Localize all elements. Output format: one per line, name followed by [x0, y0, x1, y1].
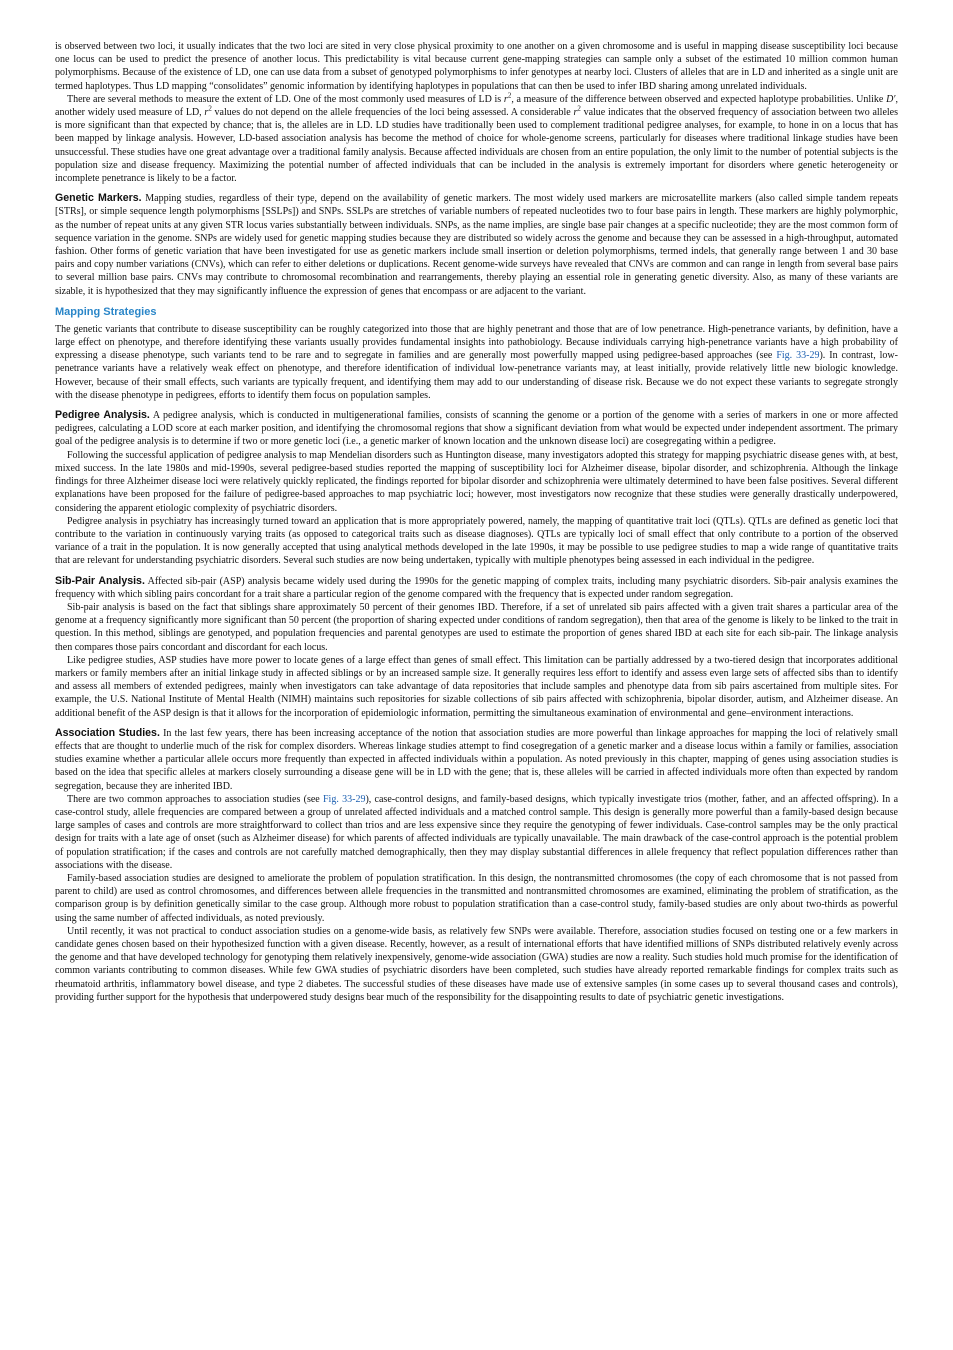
- run-in-heading-pedigree: Pedigree Analysis.: [55, 409, 150, 422]
- superscript-2: 2: [208, 104, 212, 113]
- paragraph-ld-measures: [55, 93, 898, 185]
- text-fragment: , a measure of the difference between observed and expected haplotype probabilities. Unlike: [511, 93, 887, 105]
- r-symbol: r: [503, 93, 508, 105]
- r-symbol: r: [204, 107, 209, 119]
- text-fragment: A pedigree analysis, which is conducted in multigenerational families, consists of scanning the genome or a portion of the genome with a series of markers in one or more affected pedigrees, calculating a LOD score at each marker position, and identifying the chromosomal regions that show a significant deviation from what would be expected under independent assortment. The primary goal of the pedigree analysis is to determine if two or more genetic loci (i.e., a genetic marker of known location and the unknown disease loci) are cosegregating within a pedigree.: [55, 410, 898, 448]
- text-fragment: , another widely used measure of LD,: [55, 93, 898, 119]
- run-in-heading-association: Association Studies.: [55, 726, 160, 739]
- figure-link[interactable]: Fig. 33-29: [323, 793, 366, 805]
- paragraph-association-2: [55, 793, 898, 872]
- text-fragment: values do not depend on the allele frequencies of the loci being assessed. A considerable: [211, 107, 574, 119]
- paragraph-pedigree-1: [55, 409, 898, 449]
- superscript-2: 2: [577, 104, 581, 113]
- text-fragment: ). In contrast, low-penetrance variants have a relatively weak effect on phenotype, and therefore identification of individual low-penetrance variants may, at least initially, provide relatively little new biologic knowledge. However, because of their small effects, such variants are typically frequent, and identifying them may add to our understanding of disease risk. Because we do not expect these variants to segregate strongly with the disease phenotype in pedigrees, efforts to identify them focus on population samples.: [55, 350, 898, 401]
- paragraph-association-4: Until recently, it was not practical to conduct association studies on a genome-wide basis, as relatively few SNPs were available. Therefore, association studies focused on testing one or a few markers in candidate genes chosen based on their hypothesized function with a given disease. Recently, however, as a result of international efforts that have identified millions of SNPs distributed relatively evenly across the genome and that have developed technology for genotyping them relatively inexpensively, genome-wide association (GWA) studies are now a reality. Such studies hold much promise for the identification of common variants contributing to common diseases. While few GWA studies of psychiatric disorders have been completed, such studies have already reported remarkable findings for complex traits such as rheumatoid arthritis, inflammatory bowel disease, and type 2 diabetes. The successful studies of these diseases have made use of extensive samples (in some cases up to several thousand cases and controls), providing further support for the hypothesis that underpowered study designs bear much of the responsibility for the disappointing results to date of psychiatric genetic investigations.: [55, 925, 898, 1003]
- paragraph-sibpair-2: Sib-pair analysis is based on the fact that siblings share approximately 50 percent of their genomes IBD. Therefore, if a set of unrelated sib pairs affected with a given trait shares a particular area of the genome at a frequency significantly more significant than 50 percent (the proportion of sharing expected under conditions of random segregation), then that area of the genome is likely to be linked to the trait in question. In this method, siblings are genotyped, and population frequencies and parental genotypes are used to estimate the proportion of genes shared IBD at each site for each sib-pair. The linkage analysis then compares those pairs concordant and discordant for each locus.: [55, 601, 898, 653]
- section-heading-mapping-strategies: Mapping Strategies: [55, 305, 157, 318]
- text-fragment: In the last few years, there has been increasing acceptance of the notion that association studies are more powerful than linkage approaches for mapping the loci of relatively small effects that are thought to underlie much of the risk for complex disorders. Whereas linkage studies attempt to find cosegregation of a genetic marker and a disease locus within a family or families, association studies examine whether a particular allele occurs more frequently than expected in affected individuals within a population. As noted previously in this chapter, mapping of genes using association studies is based on the idea that specific alleles at markers closely surrounding a disease gene will be in LD with the gene; that is, these alleles will be carried in affected individuals more often than expected by random segregation, because they are inherited IBD.: [55, 727, 898, 792]
- text-fragment: There are two common approaches to association studies (see: [67, 793, 323, 805]
- text-fragment: Affected sib-pair (ASP) analysis became widely used during the 1990s for the genetic mapping of complex traits, including many psychiatric disorders. Sib-pair analysis examines the frequency with which sibling pairs concordant for a trait share a particular region of the genome compared with the frequency that is expected under random segregation.: [55, 575, 899, 600]
- paragraph-mapping-strategies: [55, 323, 898, 402]
- paragraph-pedigree-2: Following the successful application of pedigree analysis to map Mendelian disorders such as Huntington disease, many investigators adopted this strategy for mapping psychiatric disease genes with, at best, mixed success. In the late 1980s and mid-1990s, several pedigree-based studies reported the mapping of susceptibility loci for Alzheimer disease, bipolar disorder, and schizophrenia. Although the linkage findings for three Alzheimer disease loci were relatively quickly replicated, the findings reported for bipolar disorder and schizophrenia were ultimately determined to have been false positives. Several different explanations have been proposed for the failure of pedigree-based approaches to map psychiatric loci; however, most investigators now recognize that these studies were generally drastically underpowered, considering the apparent etiologic complexity of psychiatric disorders.: [55, 449, 898, 514]
- superscript-2: 2: [507, 91, 512, 100]
- run-in-heading-genetic-markers: Genetic Markers.: [55, 192, 142, 205]
- paragraph-genetic-markers: [55, 192, 898, 298]
- paragraph-sibpair-3: Like pedigree studies, ASP studies have more power to locate genes of a large effect than genes of small effect. This limitation can be partially addressed by a two-tiered design that incorporates additional markers or family members after an initial linkage study in affected siblings or by an increased sample size. It generally requires less effort to identify and assess even large sets of affected sibs than to identify and assess all members of extended pedigrees, mainly when investigators can take advantage of data repositories that include samples and phenotype data from sib pairs ascertained from multiple sites. For example, the U.S. National Institute of Mental Health (NIMH) maintains such repositories for sizable collections of sib pairs affected with schizophrenia, bipolar disorder, autism, and Alzheimer disease. An additional benefit of the ASP design is that it allows for the incorporation of epidemiologic information, permitting the simultaneous examination of environmental and gene–environment interactions.: [55, 654, 898, 719]
- paragraph-ld-intro: is observed between two loci, it usually indicates that the two loci are sited in very close physical proximity to one another on a given chromosome and is useful in mapping disease susceptibility loci because one locus can be used to predict the presence of another locus. This predictability is vital because current gene-mapping strategies can sample only a subset of the estimated 10 million common human polymorphisms. Because of the existence of LD, one can use data from a subset of genotyped polymorphisms to infer genotypes at nearby loci. Clusters of alleles that are in LD and inherited as a single unit are termed haplotypes. Thus LD mapping “consolidates” genomic information by identifying haplotypes in populations that can then be used to infer IBD sharing among unrelated individuals.: [55, 41, 898, 92]
- paragraph-sibpair-1: [55, 575, 898, 601]
- text-fragment: Mapping studies, regardless of their type, depend on the availability of genetic markers. The most widely used markers are microsatellite markers (also called simple tandem repeats [STRs], or simple sequence length polymorphisms [SSLPs]) and SNPs. SSLPs are stretches of variable numbers of repeated nucleotides two to four base pairs in length. These markers are highly polymorphic, as the number of repeat units at any given STR locus varies substantially between individuals. SNPs, as the name implies, are single base pair changes at a specific nucleotide; they are the most common form of sequence variation in the genome. SNPs are widely used for genetic mapping studies because they are distributed so widely across the genome and because they can be assessed in a high-throughput, automated fashion. Other forms of genetic variation that have been investigated for use as genetic markers include small insertion or deletion polymorphisms, termed indels, that generally range between 1 and 30 base pairs and copy number variations (CNVs), which can refer to either deletions or duplications. Recent genome-wide surveys have revealed that CNVs are common and can range in length from several base pairs to several million base pairs. CNVs may contribute to chromosomal recombination and rearrangements, thereby playing an essential role in generating genetic diversity. Also, as many of these variants are sizable, it is hypothesized that they may significantly influence the expression of genes that encompass or are adjacent to the variant.: [55, 193, 898, 297]
- text-fragment: The genetic variants that contribute to disease susceptibility can be roughly categorized into those that are highly penetrant and those that are of low penetrance. High-penetrance variants, by definition, have a large effect on phenotype, and therefore identifying these variants usually provides fundamental insights into pathobiology. Because individuals carrying high-penetrance variants have a high probability of expressing a disease phenotype, such variants tend to be rare and to segregate in families and are generally most powerfully mapped using pedigree-based approaches (see: [55, 323, 898, 362]
- document-page: [55, 40, 898, 1004]
- text-fragment: ), case-control designs, and family-based designs, which typically investigate trios (mother, father, and an affected offspring). In a case-control study, allele frequencies are compared between a group of unrelated affected individuals and a matched control sample. This design is generally more powerful than a family-based design because large samples of cases and controls are more straightforward to collect than trios and are less expensive since they require the genotyping of fewer individuals. Case-control samples may be the only practical design for traits with a late age of onset (such as Alzheimer disease) for which parents of affected individuals are typically unavailable. The main drawback of the case-control approach is the potential problem of population stratification; if the cases and controls are not carefully matched demographically, then they may display substantial differences in allele frequency that reflect population differences rather than associations with the disease.: [55, 793, 899, 871]
- r-symbol: r: [573, 107, 578, 119]
- run-in-heading-sibpair: Sib-Pair Analysis.: [55, 574, 145, 587]
- text-fragment: value indicates that the observed frequency of association between two alleles is more significant than that expected by chance; that is, the alleles are in LD. LD studies have traditionally been used to complement traditional pedigree analyses, for example, to hone in on a locus that has been mapped by linkage analysis. However, LD-based association analysis has become the method of choice for whole-genome screens, particularly for diseases where traditional linkage studies have been unsuccessful. These studies have one great advantage over a traditional family analysis. Because affected individuals are chosen from an entire population, the only limit to the number of potential subjects is the population size and disease frequency. Maximizing the potential number of affected individuals that can be included in the analysis is extremely important for disorders where genetic heterogeneity or incomplete penetrance is likely to be a factor.: [55, 107, 899, 185]
- paragraph-association-1: [55, 727, 898, 793]
- text-fragment: There are several methods to measure the extent of LD. One of the most commonly used measures of LD is: [67, 93, 504, 105]
- d-prime-symbol: D′: [886, 93, 896, 105]
- figure-link[interactable]: Fig. 33-29: [776, 350, 820, 362]
- paragraph-association-3: Family-based association studies are designed to ameliorate the problem of population stratification. In this design, the nontransmitted chromosomes (the copy of each chromosome that is not passed from parent to child) are used as control chromosomes, and differences between allele frequencies in the transmitted and nontransmitted chromosomes are examined, eliminating the problem of stratification, as the comparison group is by definition genetically similar to the case group. Although more robust to population stratification than a case-control study, family-based studies are only about two-thirds as powerful using the same number of affected individuals, as noted previously.: [55, 872, 898, 924]
- paragraph-pedigree-3: Pedigree analysis in psychiatry has increasingly turned toward an application that is more appropriately powered, namely, the mapping of quantitative trait loci (QTLs). QTLs are defined as genetic loci that contribute to the variation in continuously varying traits (as opposed to categorical traits such as disease diagnoses). QTLs are typically loci of small effect that only contribute to a portion of the observed variance of a trait in the population. It is now generally accepted that using analytical methods developed in the late 1990s, it may be possible to use pedigree studies to map a wide range of quantitative traits that are relevant for understanding psychiatric disorders. Several such studies are now being undertaken, typically with multiple phenotypes being assessed in each individual in the pedigree.: [55, 515, 898, 567]
